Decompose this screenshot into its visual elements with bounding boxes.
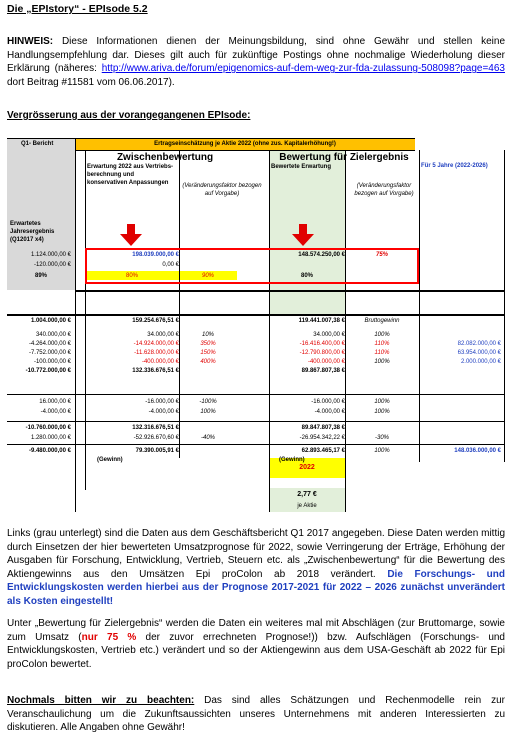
zw-margin-factor: 90% [201,273,214,279]
q1-other-income: 340.000,00 € [35,332,71,338]
zw-net: 79.390.005,91 € [135,448,179,454]
ziel-fin-income-factor: 100% [374,399,390,405]
zw-fin-cost: -4.000,00 € [148,409,179,415]
zw-ebt: 132.316.676,51 € [132,425,179,431]
explanation-paragraph [7,527,505,609]
zw-other-income-factor: 10% [201,332,214,338]
zw-fin-cost-factor: 100% [200,409,216,415]
gross-label: Bruttogewinn [364,318,400,324]
zw-revenue: 198.039.000,00 € [132,252,179,258]
ziel-fin-income: -16.000,00 € [311,399,345,405]
q1-sales: -7.752.000,00 € [28,350,71,356]
zw-gross: 159.254.676,51 € [132,318,179,324]
zw-tax-factor: -40% [200,435,215,441]
q1-ebt: -10.760.000,00 € [25,425,71,431]
ziel-research-factor: 110% [374,341,390,347]
expected-result-label: Erwartetes Jahresergebnis (Q12017 x4) [10,221,55,243]
ziel-research: -16.416.400,00 € [299,341,345,347]
ziel-revenue-factor: 75% [375,252,388,258]
ziel-other-income-factor: 100% [374,332,390,338]
zw-factor-desc: (Veränderungsfaktor bezogen auf Vorgabe) [182,183,262,197]
ziel-header: Bewertung für Zielergebnis [279,152,409,163]
page-title: Die „EPIstory“ - EPIsode 5.2 [7,3,148,15]
zw-tax: -52.926.670,60 € [133,435,179,441]
five-research: 82.082.000,00 € [457,341,501,347]
ziel-fin-cost-factor: 100% [374,409,390,415]
zw-gewinn-label: (Gewinn) [97,457,123,463]
q1-label: Q1- Bericht [21,141,54,147]
q1-fin-income: 16.000,00 € [39,399,71,405]
q1-research: -4.264.000,00 € [28,341,71,347]
red-arrow-down-icon [292,224,314,246]
q1-net: -9.480.000,00 € [28,448,71,454]
zw-header: Zwischenbewertung [116,152,214,163]
section-subtitle: Vergrösserung aus der vorangegangenen EPIsode: [7,110,251,121]
q1-margin: 89% [34,273,47,279]
ziel-other-cost: -400.000,00 € [307,359,345,365]
year-label: 2022 [299,464,315,471]
ziel-tax: -26.954.342,22 € [299,435,345,441]
forum-link[interactable]: http://www.ariva.de/forum/epigenomics-auf-dem-weg-zur-fda-zulassung-508098?page=463 [101,63,505,75]
zw-fin-income: -16.000,00 € [145,399,179,405]
q1-ebit: -10.772.000,00 € [25,368,71,374]
ziel-gewinn-label: (Gewinn) [279,457,305,463]
ziel-tax-factor: -30% [374,435,389,441]
ziel-revenue: 148.574.250,00 € [298,252,345,258]
ziel-sales: -12.790.800,00 € [299,350,345,356]
ziel-ebt: 89.847.807,38 € [301,425,345,431]
zw-other-cost-factor: 400% [200,359,216,365]
target-text-2: der zuvor errechneten Prognose!)) bzw. Aufschlägen (Forschungs- und Entwicklungskosten, Vertrieb etc.) verändert und so der Aktiengewinn aus dem USA-Geschäft ab 2022 für Epi proColon bewertet. [7,631,505,670]
ziel-margin: 80% [300,273,313,279]
zw-fin-income-factor: -100% [199,399,217,405]
target-paragraph [7,617,505,671]
red-arrow-down-icon [120,224,142,246]
zw-sales: -11.628.000,00 € [134,350,179,356]
zw-cost: 0,00 € [162,262,179,268]
ziel-fin-cost: -4.000,00 € [314,409,345,415]
explanation-bold: Die Forschungs- und Entwicklungskosten werden hierbei aus der Prognose 2017-2021 für 2022 – 2026 zunächst unverändert als Kosten eingestellt! [7,568,505,607]
zw-other-income: 34.000,00 € [147,332,179,338]
valuation-table [7,126,505,518]
q1-fin-cost: -4.000,00 € [40,409,71,415]
five-other-cost: 2.000.000,00 € [460,359,501,365]
zw-ebit: 132.336.676,51 € [132,368,179,374]
note-label: Nochmals bitten wir zu beachten: [7,695,195,706]
per-share-label: je Aktie [297,503,317,509]
zw-sales-factor: 150% [200,350,216,356]
q1-cost: -120.000,00 € [33,262,71,268]
zw-other-cost: -400.000,00 € [141,359,179,365]
target-red-text: nur 75 % [81,631,137,643]
five-years-header: Für 5 Jahre (2022-2026) [421,163,488,169]
five-net: 148.036.000,00 € [454,448,501,454]
disclaimer-paragraph [7,35,505,89]
zw-research-factor: 350% [200,341,216,347]
ziel-ebit: 89.867.807,38 € [301,368,345,374]
disclaimer-label: HINWEIS: [7,36,54,47]
disclaimer-text: Diese Informationen dienen der Meinungsbildung, sind ohne Gewähr und stellen keine Handlungsempfehlung dar. Dieses gilt auch für zukünftige Postings ohne nochmalige Wiederholung dieser Erklärung (näheres: [7,36,505,75]
target-text-1: Unter „Bewertung für Zielergebnis“ werden die Daten ein weiteres mal mit Abschlägen (zur Bruttomarge, sowie zum Umsatz ( [7,618,505,643]
top-header: Ertragseinschätzung je Aktie 2022 (ohne zus. Kapitalerhöhung!) [154,141,336,147]
ziel-desc: Bewertete Erwartung [271,164,332,170]
ziel-factor-desc: (Veränderungsfaktor bezogen auf Vorgabe) [354,183,414,197]
ziel-net-factor: 100% [374,448,390,454]
q1-gross: 1.004.000,00 € [30,318,71,324]
five-sales: 63.954.000,00 € [457,350,501,356]
ziel-other-cost-factor: 100% [374,359,390,365]
per-share-value: 2,77 € [297,491,317,498]
ziel-gross: 119.441.007,38 € [298,318,345,324]
ziel-other-income: 34.000,00 € [313,332,345,338]
zw-research: -14.924.000,00 € [133,341,179,347]
disclaimer-text-end: dort Beitrag #11581 vom 06.06.2017). [7,76,175,88]
ziel-sales-factor: 110% [374,350,390,356]
ziel-net: 62.893.465,17 € [301,448,345,454]
q1-revenue: 1.124.000,00 € [30,252,71,258]
note-paragraph [7,694,505,735]
zw-margin: 80% [125,273,138,279]
q1-tax: 1.280.000,00 € [30,435,71,441]
explanation-text: Links (grau unterlegt) sind die Daten aus dem Geschäftsbericht Q1 2017 angegeben. Diese Daten werden mittig durch Einsetzen der hier bewerteten Umsatzprognose für 2022, sowie Verringerung der Erträge, Erhöhung der Ausgaben für Forschung, Entwicklung, Vertrieb, Steuern etc. als „Zwischenbewertung“ für die Bewertung des Aktiengewinns aus den Umsätzen Epi proColon ab 2018 verändert. [7,528,505,580]
q1-other-cost: -100.000,00 € [33,359,71,365]
zw-desc: Erwartung 2022 aus Vertriebs-berechnung und konservativen Anpassungen [87,164,174,186]
note-text: Das sind alles Schätzungen und Rechenmodelle rein zur Veranschaulichung um die Zukunftsaussichten unseres Unternehmens mit anderen Interessierten zu diskutieren. Alle Angaben ohne Gewähr! [7,695,505,734]
